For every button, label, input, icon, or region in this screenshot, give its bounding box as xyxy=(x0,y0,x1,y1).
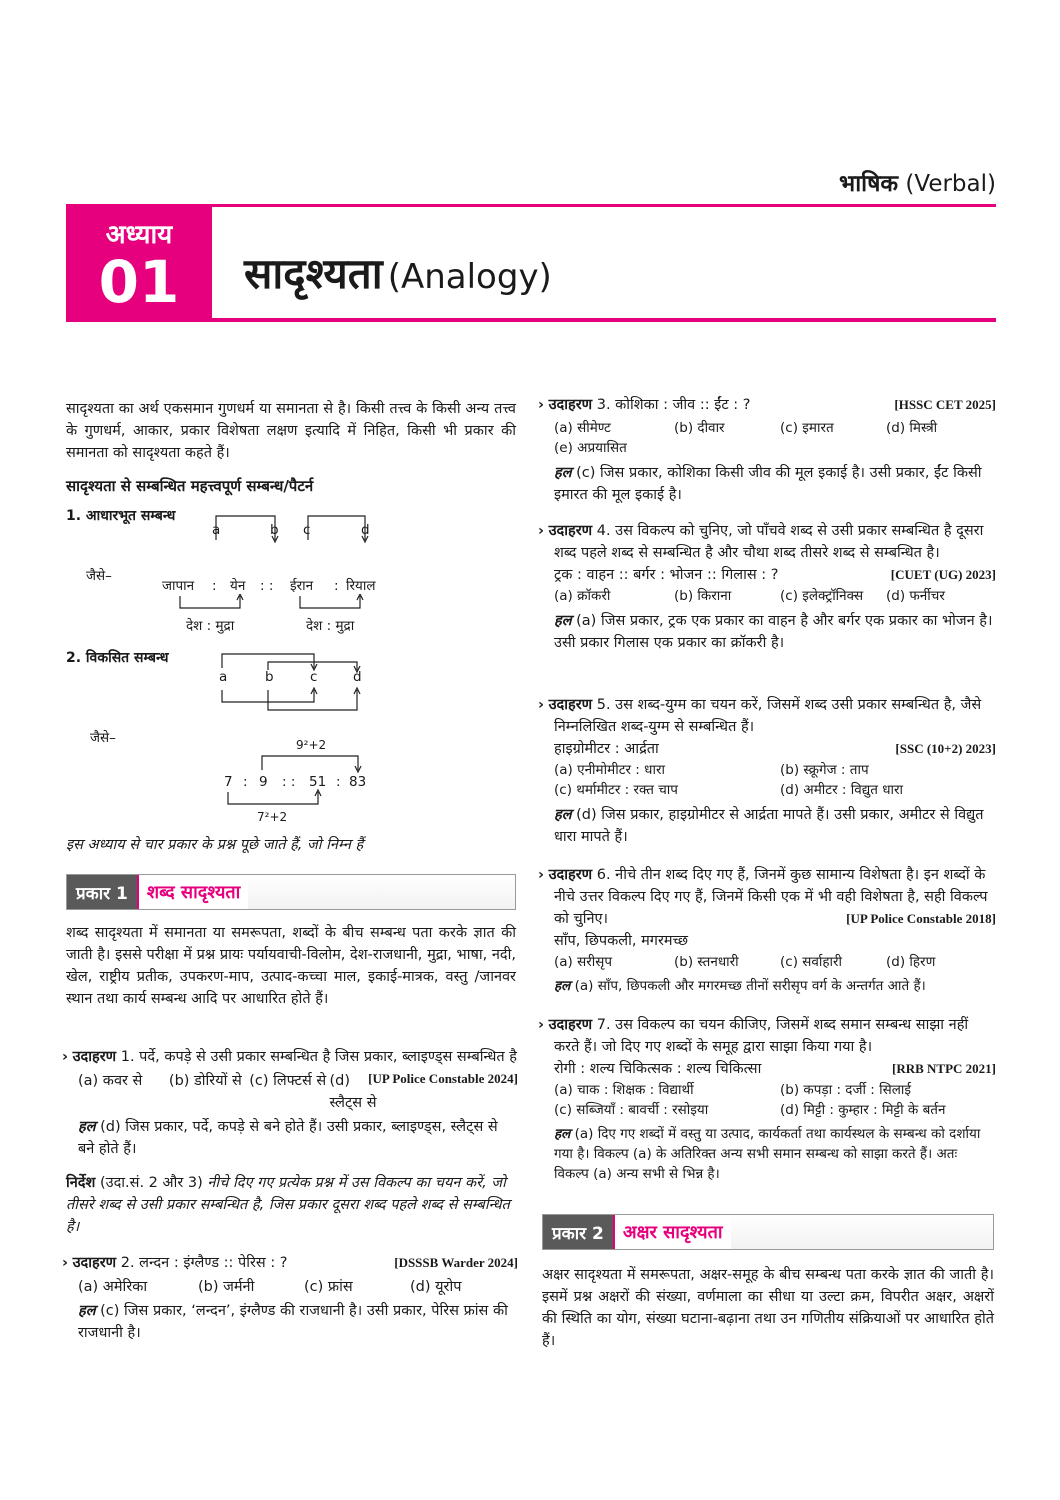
d2-dcolon: : : xyxy=(282,774,296,790)
d1-a: a xyxy=(212,522,221,538)
ex2-head: उदाहरण xyxy=(72,1255,117,1271)
ex6-question: 6. नीचे तीन शब्द दिए गए हैं, जिनमें कुछ सामान्य विशेषता है। इन शब्दों के नीचे उत्तर विकल्प दिए गए हैं, जिनमें किसी एक में भी वही विशेषता है, सही विकल्प को चुनिए। xyxy=(554,867,988,927)
ex6-line: साँप, छिपकली, मगरमच्छ xyxy=(554,933,689,949)
nirdesh-head: निर्देश xyxy=(66,1175,96,1191)
ex6-opt-b: (b) स्तनधारी xyxy=(674,954,739,970)
ex2-ref: [DSSSB Warder 2024] xyxy=(394,1255,518,1270)
ex4-question: 4. उस विकल्प को चुनिए, जो पाँचवे शब्द से उसी प्रकार सम्बन्धित है दूसरा शब्द पहले शब्द से सम्बन्धित है और चौथा शब्द तीसरे शब्द से सम्बन्धित है। xyxy=(554,523,984,561)
chapter-title xyxy=(244,244,552,301)
prakar2-tag xyxy=(542,1214,994,1250)
ex3-opt-d: (d) मिस्त्री xyxy=(886,420,938,436)
d1-c: c xyxy=(303,522,311,538)
ex7-ref: [RRB NTPC 2021] xyxy=(892,1061,996,1076)
ex3-opt-a: (a) सीमेण्ट xyxy=(554,420,611,436)
ex4-opt-d: (d) फर्नीचर xyxy=(886,588,945,604)
prakar2-number: प्रकार 2 xyxy=(543,1215,613,1249)
ex1-opt-a: (a) कवर से xyxy=(78,1073,143,1089)
ex5-head: उदाहरण xyxy=(548,697,593,713)
prakar1-label: शब्द सादृश्यता xyxy=(137,875,248,909)
chapter-title-hindi: सादृश्यता xyxy=(244,249,383,298)
d1-sub2: देश : मुद्रा xyxy=(306,618,355,634)
ex7-opt-c: (c) सब्जियाँ : बावर्ची : रसोइया xyxy=(554,1102,709,1118)
d2-n3: 51 xyxy=(309,774,327,790)
ex6-head: उदाहरण xyxy=(548,867,593,883)
ex7-answer: हल (a) दिए गए शब्दों में वस्तु या उत्पाद, कार्यकर्ता तथा कार्यस्थल के सम्बन्ध को दर्शाया गया है। विकल्प (a) के अतिरिक्त अन्य सभी समान सम्बन्ध को साझा करते हैं। अतः विकल्प (a) अन्य सभी से भिन्न है। xyxy=(554,1126,981,1182)
d1-d: d xyxy=(361,522,370,538)
ex7-options-row2 xyxy=(538,1100,996,1120)
ex2-opt-c: (c) फ्रांस xyxy=(304,1279,353,1295)
ex5-ref: [SSC (10+2) 2023] xyxy=(895,741,996,756)
d1-sub1: देश : मुद्रा xyxy=(186,618,235,634)
ex4-opt-c: (c) इलेक्ट्रॉनिक्स xyxy=(780,588,864,604)
ex3-opt-c: (c) इमारत xyxy=(780,420,834,436)
ex2-answer: हल (c) जिस प्रकार, ‘लन्दन’, इंग्लैण्ड की राजधानी है। उसी प्रकार, पेरिस फ्रांस की राजधानी है। xyxy=(78,1303,508,1341)
d2-n4: 83 xyxy=(349,774,367,790)
ex3-opt-e: (e) अप्रयासित xyxy=(554,440,627,456)
ex4-line: ट्रक : वाहन :: बर्गर : भोजन :: गिलास : ? xyxy=(554,567,779,583)
section-english: (Verbal) xyxy=(905,171,996,197)
four-types-note: इस अध्याय से चार प्रकार के प्रश्न पूछे जाते हैं, जो निम्न हैं xyxy=(66,837,364,853)
chapter-number: 01 xyxy=(98,248,180,316)
ex6-opt-c: (c) सर्वाहारी xyxy=(780,954,843,970)
advanced-relation-diagram xyxy=(210,646,370,716)
section-header xyxy=(839,166,996,198)
d1-colon2: : xyxy=(334,578,339,594)
ex7-question: 7. उस विकल्प का चयन कीजिए, जिसमें शब्द समान सम्बन्ध साझा नहीं करते हैं। जो दिए गए शब्दों के समूह द्वारा साझा किया गया है। xyxy=(554,1017,969,1055)
prakar1-text: शब्द सादृश्यता में समानता या समरूपता, शब्दों के बीच सम्बन्ध पता करके ज्ञात की जाती है। इससे परीक्षा में प्रश्न प्रायः पर्यायवाची-विलोम, देश-राजधानी, मुद्रा, भाषा, नदी, खेल, राष्ट्रीय प्रतीक, उपकरण-माप, उत्पाद-कच्चा माल, इकाई-मात्रक, वस्तु /जानवर स्थान तथा कार्य सम्बन्ध आदि पर आधारित होते हैं। xyxy=(66,925,516,1007)
ex4-opt-b: (b) किराना xyxy=(674,588,732,604)
nirdesh xyxy=(66,1172,520,1238)
example1: › उदाहरण 1. पर्दे, कपड़े से उसी प्रकार सम्बन्धित है जिस प्रकार, ब्लाइण्ड्स सम्बन्धित है [UP Police Constable 2024] (a) कवर से (b) डोरियों से (c) लिफ्टर्स से (d) स्लैट्स से हल (d) जिस प्रकार, पर्दे, कपड़े से बने होते हैं। उसी प्रकार, ब्लाइण्ड्स, स्लैट्स से बने होते हैं। xyxy=(62,1046,518,1160)
ex4-ref: [CUET (UG) 2023] xyxy=(890,567,996,582)
ex2-opt-d: (d) यूरोप xyxy=(410,1279,462,1295)
patterns-heading: सादृश्यता से सम्बन्धित महत्त्वपूर्ण सम्बन्ध/पैटर्न xyxy=(66,477,314,495)
ex1-ref: [UP Police Constable 2024] xyxy=(368,1071,518,1086)
ex1-options xyxy=(62,1070,384,1114)
ex2-question: 2. लन्दन : इंग्लैण्ड :: पेरिस : ? xyxy=(120,1255,288,1271)
d2-c: c xyxy=(310,669,318,685)
d2-colon2: : xyxy=(336,774,341,790)
prakar2-label: अक्षर सादृश्यता xyxy=(613,1215,731,1249)
ex5-opt-c: (c) थर्मामीटर : रक्त चाप xyxy=(554,782,678,798)
ex7-line: रोगी : शल्य चिकित्सक : शल्य चिकित्सा xyxy=(554,1061,762,1077)
d1-riyal: रियाल xyxy=(346,578,376,594)
ex2-opt-a: (a) अमेरिका xyxy=(78,1279,148,1295)
ex1-head: उदाहरण xyxy=(72,1049,117,1065)
ex5-question: 5. उस शब्द-युग्म का चयन करें, जिसमें शब्द उसी प्रकार सम्बन्धित है, जैसे निम्नलिखित शब्द-युग्म से सम्बन्धित हैं। xyxy=(554,697,982,735)
prakar1-number: प्रकार 1 xyxy=(67,875,137,909)
ex4-options xyxy=(538,586,996,606)
ex5-options-row2 xyxy=(538,780,996,800)
d1-jaise: जैसे– xyxy=(86,568,112,584)
d2-jaise: जैसे– xyxy=(90,730,116,746)
d2-colon1: : xyxy=(243,774,248,790)
d1-bracket-lines xyxy=(160,594,390,614)
ex1-opt-b: (b) डोरियों से xyxy=(168,1073,242,1089)
d1-colon1: : xyxy=(212,578,217,594)
example7: › उदाहरण 7. उस विकल्प का चयन कीजिए, जिसमें शब्द समान सम्बन्ध साझा नहीं करते हैं। जो दिए गए शब्दों के समूह द्वारा साझा किया गया है। रोगी : शल्य चिकित्सक : शल्य चिकित्सा [RRB NTPC 2021] (a) चाक : शिक्षक : विद्यार्थी (b) कपड़ा : दर्जी : सिलाई (c) सब्जियाँ : बावर्ची : रसोइया (d) मिट्टी : कुम्हार : मिट्टी के बर्तन हल (a) दिए गए शब्दों में वस्तु या उत्पाद, कार्यकर्ता तथा कार्यस्थल के सम्बन्ध को दर्शाया गया है। विकल्प (a) के अतिरिक्त अन्य सभी समान सम्बन्ध को साझा करते हैं। अतः विकल्प (a) अन्य सभी से भिन्न है। xyxy=(538,1017,996,1182)
nirdesh-text: नीचे दिए गए प्रत्येक प्रश्न में उस विकल्प का चयन करें, जो तीसरे शब्द से उसी प्रकार सम्बन्धित है, जिस प्रकार दूसरा शब्द पहले शब्द से सम्बन्धित है। xyxy=(66,1175,510,1235)
ex5-opt-b: (b) स्क्रूगेज : ताप xyxy=(780,762,869,778)
ex1-opt-c: (c) लिफ्टर्स से xyxy=(249,1073,327,1089)
section-hindi: भाषिक xyxy=(839,171,899,197)
ex3-options xyxy=(538,418,996,438)
example4: › उदाहरण 4. उस विकल्प को चुनिए, जो पाँचवे शब्द से उसी प्रकार सम्बन्धित है दूसरा शब्द पहले शब्द से सम्बन्धित है और चौथा शब्द तीसरे शब्द से सम्बन्धित है। ट्रक : वाहन :: बर्गर : भोजन :: गिलास : ? [CUET (UG) 2023] (a) क्रॉकरी (b) किराना (c) इलेक्ट्रॉनिक्स (d) फर्नीचर हल (a) जिस प्रकार, ट्रक एक प्रकार का वाहन है और बर्गर एक प्रकार का भोजन है। उसी प्रकार गिलास एक प्रकार का क्रॉकरी है। xyxy=(538,520,996,654)
chapter-word: अध्याय xyxy=(105,220,173,250)
ex7-opt-d: (d) मिट्टी : कुम्हार : मिट्टी के बर्तन xyxy=(780,1102,946,1118)
ex6-opt-a: (a) सरीसृप xyxy=(554,954,613,970)
ex2-opt-b: (b) जर्मनी xyxy=(198,1279,255,1295)
d2-top-label: 9²+2 xyxy=(296,738,327,752)
basic-relation-label: 1. आधारभूत सम्बन्ध xyxy=(66,508,176,524)
d1-yen: येन xyxy=(230,578,246,594)
d2-a: a xyxy=(219,669,228,685)
ex7-opt-a: (a) चाक : शिक्षक : विद्यार्थी xyxy=(554,1082,694,1098)
d2-b: b xyxy=(265,669,274,685)
ex4-opt-a: (a) क्रॉकरी xyxy=(554,588,611,604)
example2: › उदाहरण 2. लन्दन : इंग्लैण्ड :: पेरिस : ? [DSSSB Warder 2024] (a) अमेरिका (b) जर्मनी (c) फ्रांस (d) यूरोप हल (c) जिस प्रकार, ‘लन्दन’, इंग्लैण्ड की राजधानी है। उसी प्रकार, पेरिस फ्रांस की राजधानी है। xyxy=(62,1252,518,1344)
ex7-options-row1 xyxy=(538,1080,996,1100)
d1-iran: ईरान xyxy=(290,578,314,594)
ex6-ref: [UP Police Constable 2018] xyxy=(846,911,996,926)
ex5-opt-d: (d) अमीटर : विद्युत धारा xyxy=(780,782,904,798)
ex1-opt-d: (d) स्लैट्स से xyxy=(329,1073,377,1111)
prakar1-tag xyxy=(66,874,516,910)
d2-d: d xyxy=(353,669,362,685)
ex3-opt-b: (b) दीवार xyxy=(674,420,725,436)
example5: › उदाहरण 5. उस शब्द-युग्म का चयन करें, जिसमें शब्द उसी प्रकार सम्बन्धित है, जैसे निम्नलिखित शब्द-युग्म से सम्बन्धित हैं। हाइग्रोमीटर : आर्द्रता [SSC (10+2) 2023] (a) एनीमोमीटर : धारा (b) स्क्रूगेज : ताप (c) थर्मामीटर : रक्त चाप (d) अमीटर : विद्युत धारा हल (d) जिस प्रकार, हाइग्रोमीटर से आर्द्रता मापते हैं। उसी प्रकार, अमीटर से विद्युत धारा मापते हैं। xyxy=(538,694,996,848)
banner-rule xyxy=(66,318,996,322)
ex5-options-row1 xyxy=(538,760,996,780)
nirdesh-paren: (उदा.सं. 2 और 3) xyxy=(99,1175,203,1191)
ex6-opt-d: (d) हिरण xyxy=(886,954,936,970)
ex4-answer: हल (a) जिस प्रकार, ट्रक एक प्रकार का वाहन है और बर्गर एक प्रकार का भोजन है। उसी प्रकार गिलास एक प्रकार का क्रॉकरी है। xyxy=(554,613,993,651)
prakar2-text: अक्षर सादृश्यता में समरूपता, अक्षर-समूह के बीच सम्बन्ध पता करके ज्ञात की जाती है। इसमें प्रश्न अक्षरों की संख्या, वर्णमाला का सीधा या उल्टा क्रम, विपरीत अक्षर, अक्षरों की स्थिति का योग, संख्या घटाना-बढ़ाना तथा उन गणितीय संक्रियाओं पर आधारित होते हैं। xyxy=(542,1267,994,1349)
ex6-options xyxy=(538,952,996,972)
chapter-badge xyxy=(66,207,212,320)
d1-b: b xyxy=(270,522,279,538)
example6: › उदाहरण 6. नीचे तीन शब्द दिए गए हैं, जिनमें कुछ सामान्य विशेषता है। इन शब्दों के नीचे उत्तर विकल्प दिए गए हैं, जिनमें किसी एक में भी वही विशेषता है, सही विकल्प को चुनिए। [UP Police Constable 2018] साँप, छिपकली, मगरमच्छ (a) सरीसृप (b) स्तनधारी (c) सर्वाहारी (d) हिरण हल (a) साँप, छिपकली और मगरमच्छ तीनों सरीसृप वर्ग के अन्तर्गत आते हैं। xyxy=(538,867,996,994)
ex6-answer: हल (a) साँप, छिपकली और मगरमच्छ तीनों सरीसृप वर्ग के अन्तर्गत आते हैं। xyxy=(554,978,926,994)
d2-n2: 9 xyxy=(259,774,268,790)
basic-relation-diagram xyxy=(200,506,380,552)
intro-paragraph: सादृश्यता का अर्थ एकसमान गुणधर्म या समानता से है। किसी तत्त्व के किसी अन्य तत्त्व के गुणधर्म, आकार, प्रकार विशेषता लक्षण इत्यादि में निहित, किसी भी प्रकार की समानता को सादृश्यता कहते हैं। xyxy=(66,401,516,461)
ex4-head: उदाहरण xyxy=(548,523,593,539)
ex1-question: 1. पर्दे, कपड़े से उसी प्रकार सम्बन्धित है जिस प्रकार, ब्लाइण्ड्स सम्बन्धित है xyxy=(120,1049,517,1065)
ex5-line: हाइग्रोमीटर : आर्द्रता xyxy=(554,741,659,757)
ex5-answer: हल (d) जिस प्रकार, हाइग्रोमीटर से आर्द्रता मापते हैं। उसी प्रकार, अमीटर से विद्युत धारा मापते हैं। xyxy=(554,807,984,845)
d1-dcolon: : : xyxy=(260,578,274,594)
chapter-title-english: (Analogy) xyxy=(387,257,552,297)
ex3-ref: [HSSC CET 2025] xyxy=(894,397,996,412)
ex7-opt-b: (b) कपड़ा : दर्जी : सिलाई xyxy=(780,1082,911,1098)
ex5-opt-a: (a) एनीमोमीटर : धारा xyxy=(554,762,665,778)
d2-n1: 7 xyxy=(224,774,233,790)
ex3-question: 3. कोशिका : जीव :: ईंट : ? xyxy=(596,397,751,413)
ex3-answer: हल (c) जिस प्रकार, कोशिका किसी जीव की मूल इकाई है। उसी प्रकार, ईंट किसी इमारत की मूल इकाई है। xyxy=(554,465,982,503)
ex2-options xyxy=(62,1276,518,1298)
d2-bottom-label: 7²+2 xyxy=(257,810,288,824)
ex1-answer: हल (d) जिस प्रकार, पर्दे, कपड़े से बने होते हैं। उसी प्रकार, ब्लाइण्ड्स, स्लैट्स से बने होते हैं। xyxy=(78,1119,498,1157)
ex3-head: उदाहरण xyxy=(548,397,593,413)
example3: › उदाहरण 3. कोशिका : जीव :: ईंट : ? [HSSC CET 2025] (a) सीमेण्ट (b) दीवार (c) इमारत (d) मिस्त्री (e) अप्रयासित हल (c) जिस प्रकार, कोशिका किसी जीव की मूल इकाई है। उसी प्रकार, ईंट किसी इमारत की मूल इकाई है। xyxy=(538,394,996,506)
ex7-head: उदाहरण xyxy=(548,1017,593,1033)
advanced-relation-label: 2. विकसित सम्बन्ध xyxy=(66,650,169,666)
d1-japan: जापान xyxy=(162,578,195,594)
